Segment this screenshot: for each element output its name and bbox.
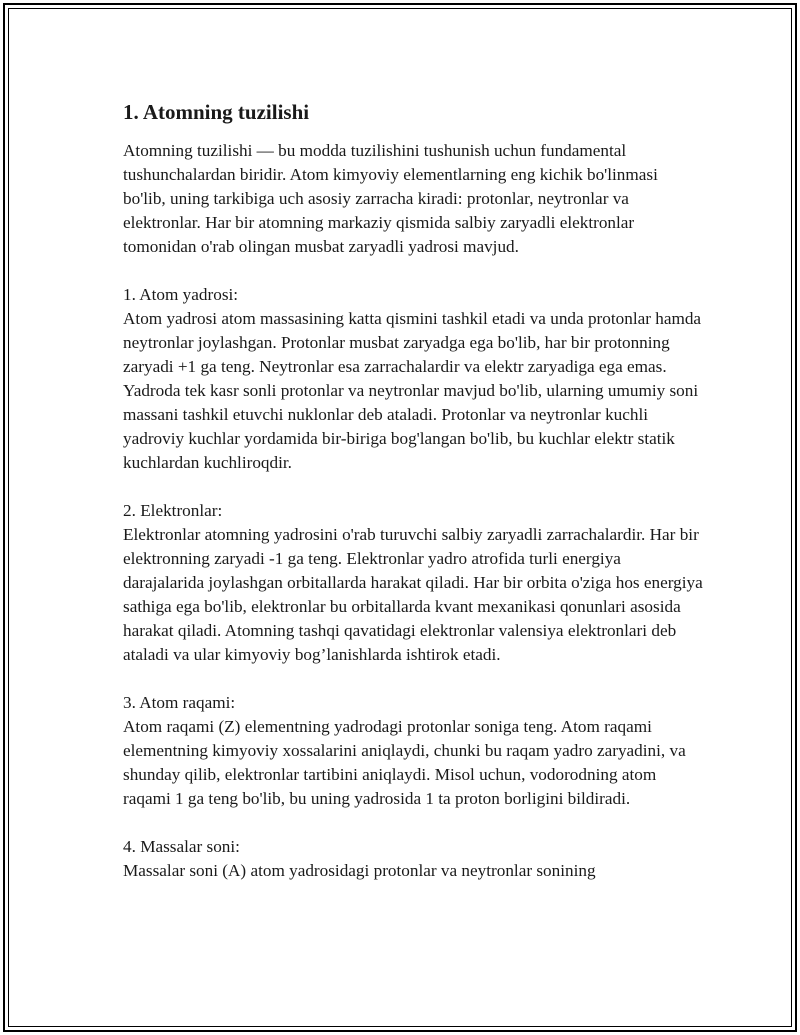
section-body: Elektronlar atomning yadrosini o'rab turuvchi salbiy zaryadli zarrachalardir. Har bir elektronning zaryadi -1 ga teng. Elektronlar yadro atrofida turli energiya darajalarida joylashgan orbitallarda harakat qiladi. Har bir orbita o'ziga hos energiya sathiga ega bo'lib, elektronlar bu orbitallarda kvant mexanikasi qonunlari asosida harakat qiladi. Atomning tashqi qavatidagi elektronlar valensiya elektronlari deb ataladi va ular kimyoviy bog’lanishlarda ishtirok etadi. [123, 525, 703, 664]
section-heading: 4. Massalar soni: [123, 837, 240, 856]
section-electrons [123, 499, 703, 667]
document-content [123, 99, 703, 907]
section-heading: 2. Elektronlar: [123, 501, 223, 520]
document-page [3, 3, 797, 1032]
section-body: Massalar soni (A) atom yadrosidagi protonlar va neytronlar sonining [123, 861, 596, 880]
document-title: 1. Atomning tuzilishi [123, 100, 310, 124]
section-atomic-number [123, 691, 703, 811]
intro-paragraph: Atomning tuzilishi — bu modda tuzilishini tushunish uchun fundamental tushunchalardan biridir. Atom kimyoviy elementlarning eng kichik bo'linmasi bo'lib, uning tarkibiga uch asosiy zarracha kiradi: protonlar, neytronlar va elektronlar. Har bir atomning markaziy qismida salbiy zaryadli elektronlar tomonidan o'rab olingan musbat zaryadli yadrosi mavjud. [123, 141, 658, 256]
section-body: Atom yadrosi atom massasining katta qismini tashkil etadi va unda protonlar hamda neytronlar joylashgan. Protonlar musbat zaryadga ega bo'lib, har bir protonning zaryadi +1 ga teng. Neytronlar esa zarrachalardir va elektr zaryadiga ega emas. Yadroda tek kasr sonli protonlar va neytronlar mavjud bo'lib, ularning umumiy soni massani tashkil etuvchi nuklonlar deb ataladi. Protonlar va neytronlar kuchli yadroviy kuchlar yordamida bir-biriga bog'langan bo'lib, bu kuchlar elektr statik kuchlardan kuchliroqdir. [123, 309, 702, 472]
section-heading: 3. Atom raqami: [123, 693, 236, 712]
section-atom-nucleus [123, 283, 703, 475]
section-body: Atom raqami (Z) elementning yadrodagi protonlar soniga teng. Atom raqami elementning kimyoviy xossalarini aniqlaydi, chunki bu raqam yadro zaryadini, va shunday qilib, elektronlar tartibini aniqlaydi. Misol uchun, vodorodning atom raqami 1 ga teng bo'lib, bu uning yadrosida 1 ta proton borligini bildiradi. [123, 717, 686, 808]
section-heading: 1. Atom yadrosi: [123, 285, 239, 304]
section-mass-number [123, 835, 703, 883]
